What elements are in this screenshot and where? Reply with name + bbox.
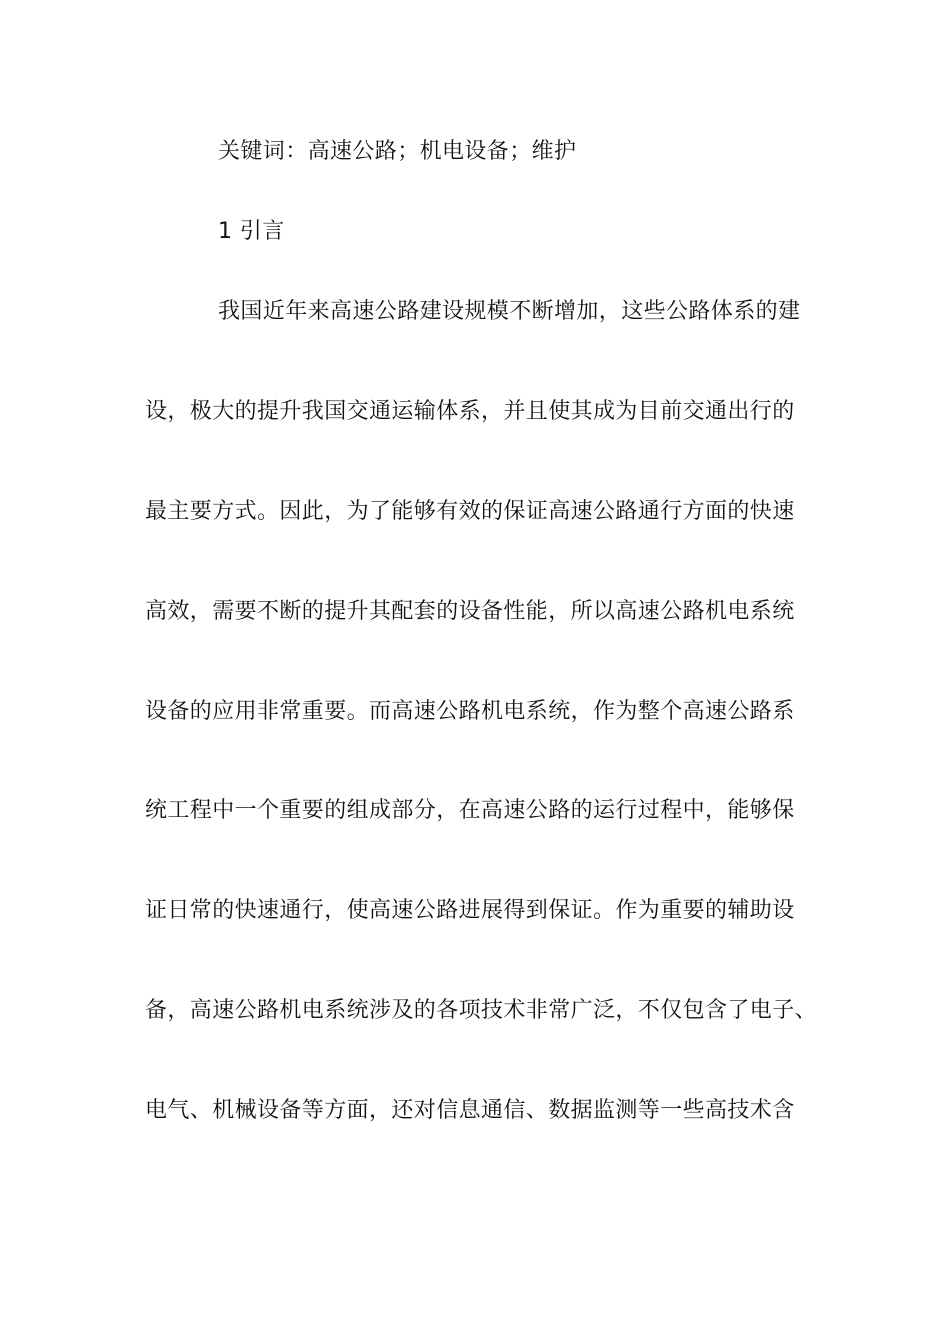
section-heading: 1 引言 xyxy=(218,219,285,244)
paragraph-line: 最主要方式。因此，为了能够有效的保证高速公路通行方面的快速 xyxy=(145,499,795,524)
paragraph-line: 统工程中一个重要的组成部分，在高速公路的运行过程中，能够保 xyxy=(145,798,795,823)
paragraph-line: 电气、机械设备等方面，还对信息通信、数据监测等一些高技术含 xyxy=(145,1098,795,1123)
paragraph-line: 证日常的快速通行，使高速公路进展得到保证。作为重要的辅助设 xyxy=(145,898,795,923)
paragraph-line: 设备的应用非常重要。而高速公路机电系统，作为整个高速公路系 xyxy=(145,699,795,724)
paragraph-line: 设，极大的提升我国交通运输体系，并且使其成为目前交通出行的 xyxy=(145,399,795,424)
keywords-line: 关键词：高速公路；机电设备；维护 xyxy=(218,139,577,164)
paragraph-line: 备，高速公路机电系统涉及的各项技术非常广泛，不仅包含了电子、 xyxy=(145,998,818,1023)
paragraph-line: 高效，需要不断的提升其配套的设备性能，所以高速公路机电系统 xyxy=(145,599,795,624)
paragraph-line: 我国近年来高速公路建设规模不断增加，这些公路体系的建 xyxy=(218,299,801,324)
